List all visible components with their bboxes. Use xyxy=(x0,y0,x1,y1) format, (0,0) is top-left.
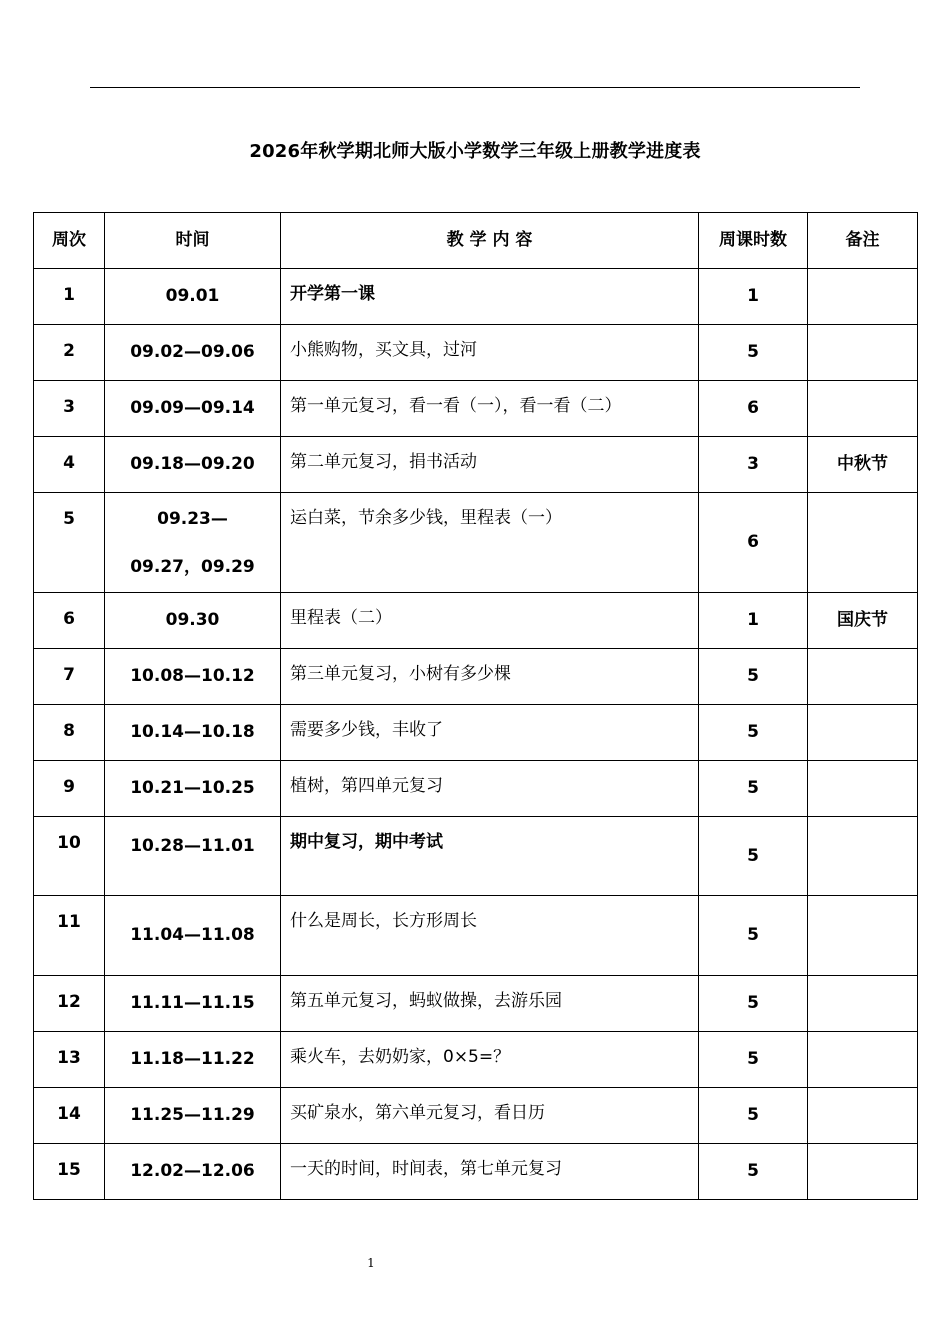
hours-cell: 5 xyxy=(699,761,808,817)
hours-cell: 5 xyxy=(699,325,808,381)
table-row xyxy=(34,1144,918,1200)
week-cell: 12 xyxy=(34,976,105,1032)
week-cell: 15 xyxy=(34,1144,105,1200)
content-cell: 一天的时间，时间表，第七单元复习 xyxy=(281,1144,699,1200)
note-cell xyxy=(808,761,918,817)
week-cell: 4 xyxy=(34,437,105,493)
date-line-end: 09.27，09.29 xyxy=(130,556,255,577)
table-row xyxy=(34,493,918,593)
content-cell: 开学第一课 xyxy=(281,269,699,325)
content-cell: 第一单元复习，看一看（一），看一看（二） xyxy=(281,381,699,437)
note-cell xyxy=(808,1088,918,1144)
header-note: 备注 xyxy=(808,213,918,269)
document-title: 2026年秋学期北师大版小学数学三年级上册教学进度表 xyxy=(249,141,701,162)
date-cell: 09.01 xyxy=(105,269,281,325)
page-number: 1 xyxy=(367,1256,375,1270)
content-cell: 买矿泉水，第六单元复习，看日历 xyxy=(281,1088,699,1144)
content-cell: 小熊购物，买文具，过河 xyxy=(281,325,699,381)
content-cell: 运白菜，节余多少钱，里程表（一） xyxy=(281,493,699,593)
note-cell xyxy=(808,325,918,381)
header-rule xyxy=(90,87,860,88)
week-cell: 8 xyxy=(34,705,105,761)
week-cell: 11 xyxy=(34,896,105,976)
hours-cell: 5 xyxy=(699,976,808,1032)
week-cell: 7 xyxy=(34,649,105,705)
header-hours: 周课时数 xyxy=(699,213,808,269)
date-cell: 11.18—11.22 xyxy=(105,1032,281,1088)
hours-cell: 5 xyxy=(699,817,808,896)
table-row xyxy=(34,1032,918,1088)
date-cell: 09.18—09.20 xyxy=(105,437,281,493)
table-row xyxy=(34,976,918,1032)
hours-cell: 1 xyxy=(699,593,808,649)
date-cell: 09.09—09.14 xyxy=(105,381,281,437)
week-cell: 6 xyxy=(34,593,105,649)
table-row xyxy=(34,1088,918,1144)
hours-cell: 3 xyxy=(699,437,808,493)
hours-cell: 6 xyxy=(699,493,808,593)
content-cell: 需要多少钱，丰收了 xyxy=(281,705,699,761)
hours-cell: 5 xyxy=(699,649,808,705)
hours-cell: 5 xyxy=(699,1144,808,1200)
header-content: 教 学 内 容 xyxy=(281,213,699,269)
table-row xyxy=(34,896,918,976)
header-date: 时间 xyxy=(105,213,281,269)
note-cell xyxy=(808,1032,918,1088)
date-cell: 10.21—10.25 xyxy=(105,761,281,817)
week-cell: 5 xyxy=(34,493,105,593)
hours-cell: 6 xyxy=(699,381,808,437)
content-cell: 第二单元复习，捐书活动 xyxy=(281,437,699,493)
teaching-schedule-table xyxy=(33,212,918,1200)
date-cell: 10.14—10.18 xyxy=(105,705,281,761)
note-cell xyxy=(808,896,918,976)
content-cell: 植树，第四单元复习 xyxy=(281,761,699,817)
content-cell: 第三单元复习，小树有多少棵 xyxy=(281,649,699,705)
date-cell: 10.08—10.12 xyxy=(105,649,281,705)
date-cell: 10.28—11.01 xyxy=(105,817,281,896)
table-row xyxy=(34,381,918,437)
date-cell: 09.30 xyxy=(105,593,281,649)
hours-cell: 5 xyxy=(699,705,808,761)
content-cell: 什么是周长，长方形周长 xyxy=(281,896,699,976)
hours-cell: 5 xyxy=(699,896,808,976)
note-cell xyxy=(808,1144,918,1200)
week-cell: 1 xyxy=(34,269,105,325)
week-cell: 3 xyxy=(34,381,105,437)
note-cell xyxy=(808,976,918,1032)
date-cell: 11.25—11.29 xyxy=(105,1088,281,1144)
header-week: 周次 xyxy=(34,213,105,269)
hours-cell: 1 xyxy=(699,269,808,325)
note-cell xyxy=(808,649,918,705)
note-cell xyxy=(808,269,918,325)
note-cell xyxy=(808,493,918,593)
note-cell xyxy=(808,381,918,437)
content-cell: 里程表（二） xyxy=(281,593,699,649)
table-header-row xyxy=(34,213,918,269)
date-cell xyxy=(105,493,281,593)
content-cell: 期中复习，期中考试 xyxy=(281,817,699,896)
week-cell: 14 xyxy=(34,1088,105,1144)
table-row xyxy=(34,269,918,325)
hours-cell: 5 xyxy=(699,1032,808,1088)
hours-cell: 5 xyxy=(699,1088,808,1144)
note-cell xyxy=(808,817,918,896)
date-line-start: 09.23— xyxy=(157,508,228,529)
week-cell: 9 xyxy=(34,761,105,817)
date-cell: 11.04—11.08 xyxy=(105,896,281,976)
note-cell: 国庆节 xyxy=(808,593,918,649)
date-cell: 11.11—11.15 xyxy=(105,976,281,1032)
date-cell: 09.02—09.06 xyxy=(105,325,281,381)
table-row xyxy=(34,437,918,493)
week-cell: 2 xyxy=(34,325,105,381)
table-row xyxy=(34,761,918,817)
table-row xyxy=(34,325,918,381)
table-row xyxy=(34,705,918,761)
week-cell: 13 xyxy=(34,1032,105,1088)
table-row xyxy=(34,593,918,649)
content-cell: 乘火车，去奶奶家，0×5=？ xyxy=(281,1032,699,1088)
date-cell: 12.02—12.06 xyxy=(105,1144,281,1200)
table-row xyxy=(34,649,918,705)
note-cell xyxy=(808,705,918,761)
week-cell: 10 xyxy=(34,817,105,896)
note-cell: 中秋节 xyxy=(808,437,918,493)
content-cell: 第五单元复习，蚂蚁做操，去游乐园 xyxy=(281,976,699,1032)
table-row xyxy=(34,817,918,896)
